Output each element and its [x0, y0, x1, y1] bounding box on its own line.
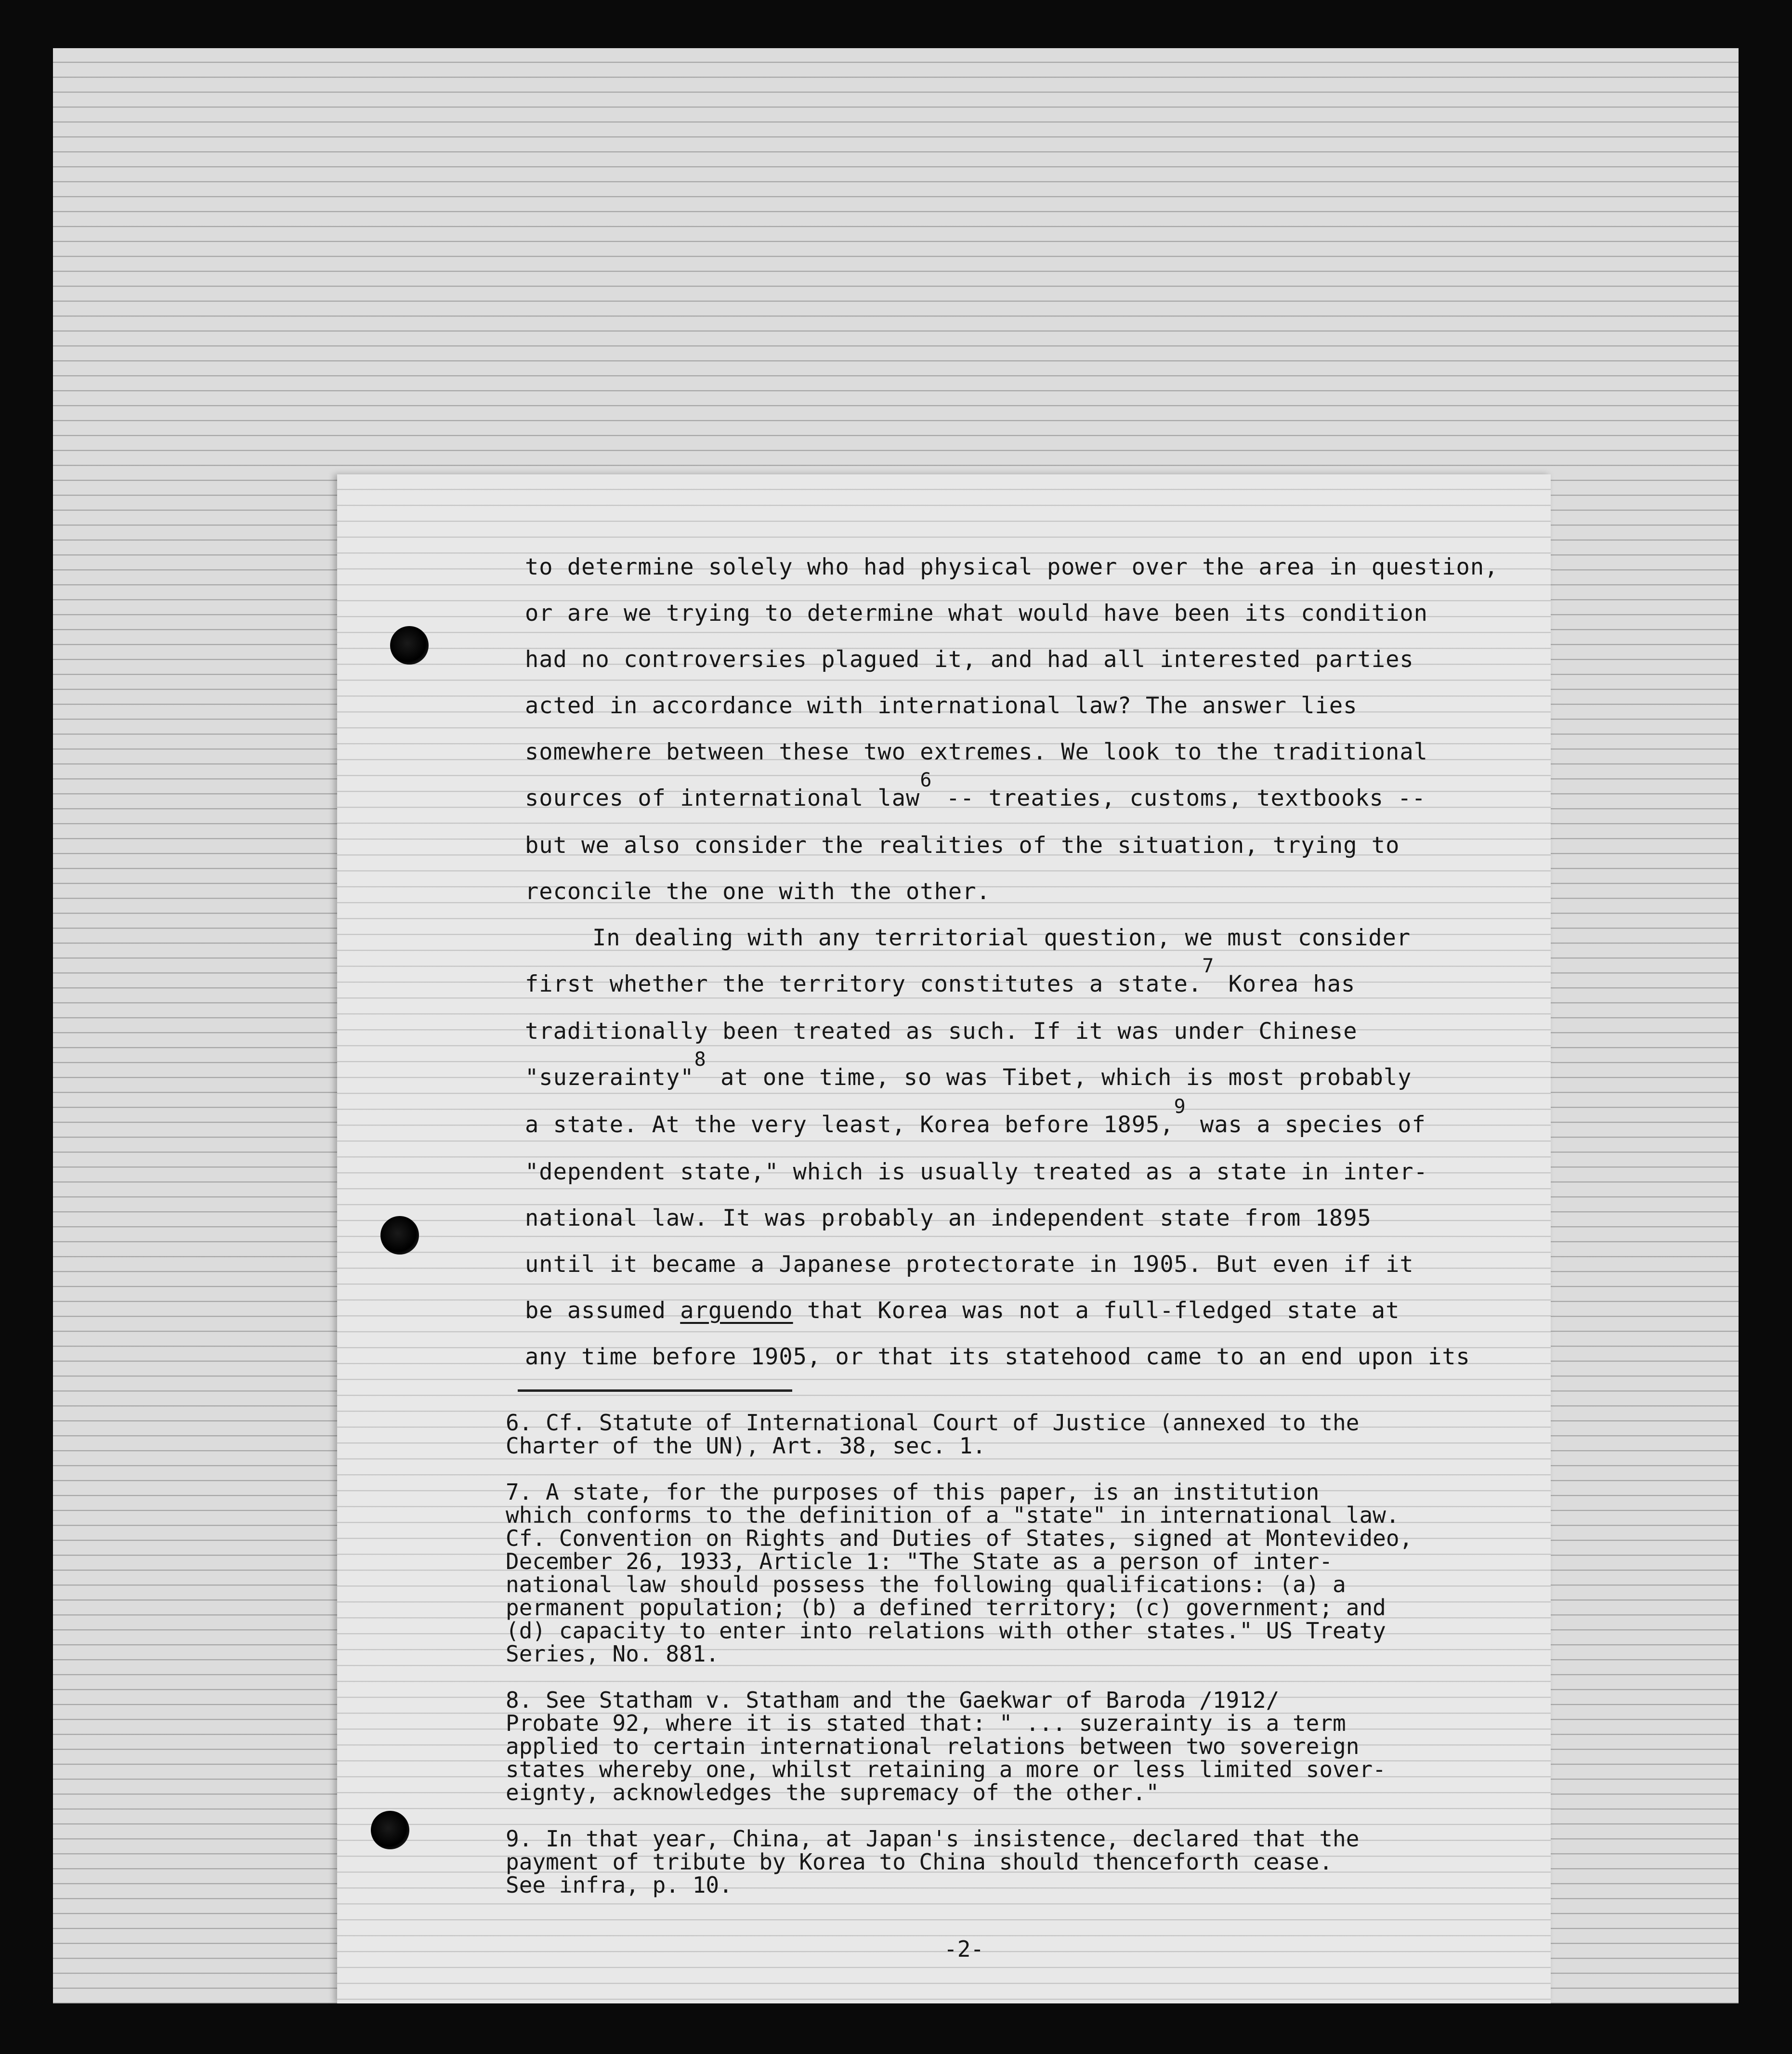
footnote-ref-8: 8	[694, 1048, 706, 1071]
body-line	[525, 1096, 1527, 1149]
body-line	[525, 1048, 1527, 1102]
footnote-line: states whereby one, whilst retaining a more or less limited sover-	[506, 1756, 1386, 1782]
footnote-line: which conforms to the definition of a "state" in international law.	[506, 1502, 1400, 1528]
footnote-6	[506, 1411, 1517, 1457]
footnotes	[506, 1411, 1517, 1920]
body-line: or are we trying to determine what would have been its condition	[525, 600, 1428, 627]
text-segment: Korea has	[1214, 971, 1356, 997]
footnote-line: Probate 92, where it is stated that: " ... suzerainty is a term	[506, 1710, 1346, 1736]
text-segment: -- treaties, customs, textbooks --	[932, 785, 1426, 811]
footnote-line: 6. Cf. Statute of International Court of Justice (annexed to the	[506, 1410, 1360, 1436]
footnote-line: December 26, 1933, Article 1: "The State as a person of inter-	[506, 1548, 1333, 1574]
footnote-line: See infra, p. 10.	[506, 1872, 732, 1898]
body-line: acted in accordance with international law? The answer lies	[525, 693, 1358, 719]
body-text	[525, 544, 1527, 1380]
text-segment: was a species of	[1186, 1112, 1426, 1138]
punch-hole-middle	[380, 1216, 419, 1255]
body-line: until it became a Japanese protectorate in 1905. But even if it	[525, 1251, 1414, 1278]
text-segment: that Korea was not a full-fledged state at	[793, 1297, 1400, 1324]
footnote-ref-7: 7	[1202, 955, 1215, 977]
footnote-line: (d) capacity to enter into relations with other states." US Treaty	[506, 1618, 1386, 1644]
body-line: national law. It was probably an independent state from 1895	[525, 1205, 1372, 1231]
body-line: reconcile the one with the other.	[525, 878, 991, 905]
text-segment: first whether the territory constitutes a state.	[525, 971, 1203, 997]
body-line: "dependent state," which is usually treated as a state in inter-	[525, 1159, 1428, 1185]
footnote-line: Charter of the UN), Art. 38, sec. 1.	[506, 1433, 986, 1459]
body-line: In dealing with any territorial question, we must consider	[592, 925, 1411, 951]
footnote-line: payment of tribute by Korea to China should thenceforth cease.	[506, 1849, 1333, 1875]
text-segment: sources of international law	[525, 785, 920, 811]
page-number: -2-	[944, 1936, 984, 1962]
footnote-line: 9. In that year, China, at Japan's insistence, declared that the	[506, 1826, 1360, 1852]
footnote-line: national law should possess the following qualifications: (a) a	[506, 1571, 1346, 1597]
underlined-term: arguendo	[680, 1297, 793, 1324]
footnote-ref-6: 6	[920, 769, 932, 791]
footnote-9	[506, 1827, 1517, 1897]
body-line: to determine solely who had physical power over the area in question,	[525, 554, 1499, 580]
body-line: but we also consider the realities of the situation, trying to	[525, 832, 1400, 859]
footnote-line: 8. See Statham v. Statham and the Gaekwar of Baroda /1912/	[506, 1687, 1280, 1713]
footnote-line: Series, No. 881.	[506, 1641, 719, 1667]
footnote-line: permanent population; (b) a defined territory; (c) government; and	[506, 1595, 1386, 1621]
body-line: any time before 1905, or that its statehood came to an end upon its	[525, 1344, 1470, 1370]
punch-hole-top	[390, 626, 429, 665]
body-line: traditionally been treated as such. If it was under Chinese	[525, 1018, 1358, 1045]
footnote-line: eignty, acknowledges the supremacy of the other."	[506, 1779, 1160, 1805]
text-segment: be assumed	[525, 1297, 680, 1324]
body-line	[525, 955, 1527, 1008]
body-line: somewhere between these two extremes. We look to the traditional	[525, 739, 1428, 765]
footnote-line: 7. A state, for the purposes of this paper, is an institution	[506, 1479, 1320, 1505]
text-segment: "suzerainty"	[525, 1064, 694, 1091]
footnote-line: Cf. Convention on Rights and Duties of States, signed at Montevideo,	[506, 1525, 1413, 1551]
text-segment: at one time, so was Tibet, which is most probably	[706, 1064, 1412, 1091]
body-line	[525, 1288, 1527, 1334]
footnote-line: applied to certain international relations between two sovereign	[506, 1733, 1360, 1759]
body-line	[525, 769, 1527, 823]
text-segment: a state. At the very least, Korea before 1895,	[525, 1112, 1174, 1138]
footnote-7	[506, 1480, 1517, 1665]
footnote-8	[506, 1688, 1517, 1804]
body-line: had no controversies plagued it, and had all interested parties	[525, 646, 1414, 673]
punch-hole-bottom	[371, 1811, 409, 1849]
footnote-divider	[518, 1389, 792, 1392]
footnote-ref-9: 9	[1174, 1096, 1186, 1118]
